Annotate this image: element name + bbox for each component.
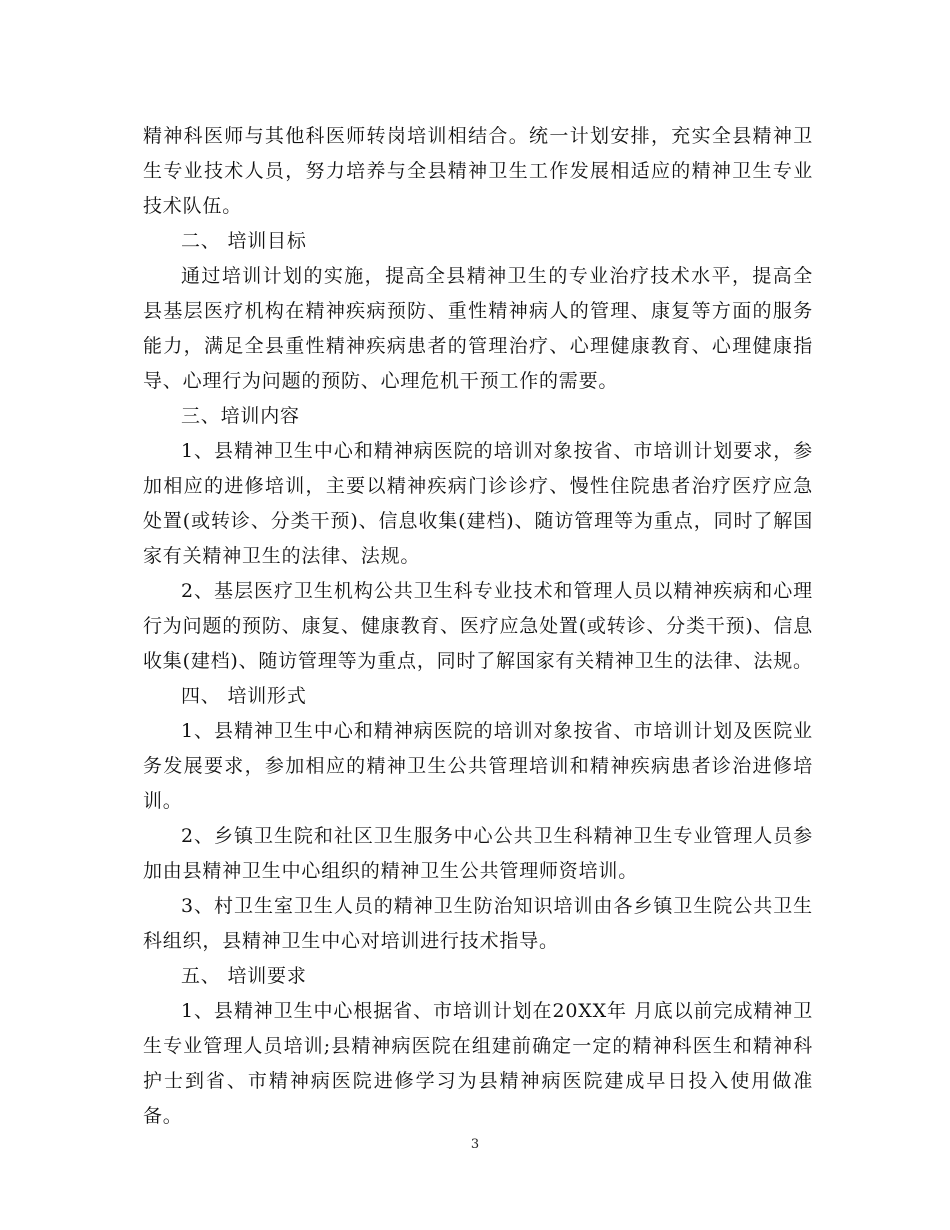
paragraph-continuation: 精神科医师与其他科医师转岗培训相结合。统一计划安排，充实全县精神卫生专业技术人员，努力培养与全县精神卫生工作发展相适应的精神卫生专业技术队伍。 (143, 125, 813, 217)
section-heading-training-content: 三、培训内容 (181, 405, 300, 427)
section-heading-training-goals: 二、 培训目标 (181, 230, 307, 252)
section-heading-training-format: 四、 培训形式 (181, 685, 307, 707)
paragraph-format-item-1: 1、县精神卫生中心和精神病医院的培训对象按省、市培训计划及医院业务发展要求，参加相应的精神卫生公共管理培训和精神疾病患者诊治进修培训。 (143, 720, 813, 812)
paragraph-training-goals: 通过培训计划的实施，提高全县精神卫生的专业治疗技术水平，提高全县基层医疗机构在精神疾病预防、重性精神病人的管理、康复等方面的服务能力，满足全县重性精神疾病患者的管理治疗、心理健康教育、心理健康指导、心理行为问题的预防、心理危机干预工作的需要。 (143, 265, 813, 392)
section-heading-training-requirements: 五、 培训要求 (181, 965, 307, 987)
paragraph-format-item-2: 2、乡镇卫生院和社区卫生服务中心公共卫生科精神卫生专业管理人员参加由县精神卫生中心组织的精神卫生公共管理师资培训。 (143, 825, 813, 882)
page-number: 3 (470, 1137, 480, 1152)
paragraph-requirements-item-1: 1、县精神卫生中心根据省、市培训计划在20XX年 月底以前完成精神卫生专业管理人员培训;县精神病医院在组建前确定一定的精神科医生和精神科护士到省、市精神病医院进修学习为县精神病医院建成早日投入使用做准备。 (143, 1000, 813, 1127)
paragraph-content-item-1: 1、县精神卫生中心和精神病医院的培训对象按省、市培训计划要求，参加相应的进修培训，主要以精神疾病门诊诊疗、慢性住院患者治疗医疗应急处置(或转诊、分类干预)、信息收集(建档)、随访管理等为重点，同时了解国家有关精神卫生的法律、法规。 (143, 440, 813, 567)
document-body (143, 119, 813, 1134)
paragraph-content-item-2: 2、基层医疗卫生机构公共卫生科专业技术和管理人员以精神疾病和心理行为问题的预防、康复、健康教育、医疗应急处置(或转诊、分类干预)、信息收集(建档)、随访管理等为重点，同时了解国家有关精神卫生的法律、法规。 (143, 580, 813, 672)
paragraph-format-item-3: 3、村卫生室卫生人员的精神卫生防治知识培训由各乡镇卫生院公共卫生科组织，县精神卫生中心对培训进行技术指导。 (143, 895, 813, 952)
